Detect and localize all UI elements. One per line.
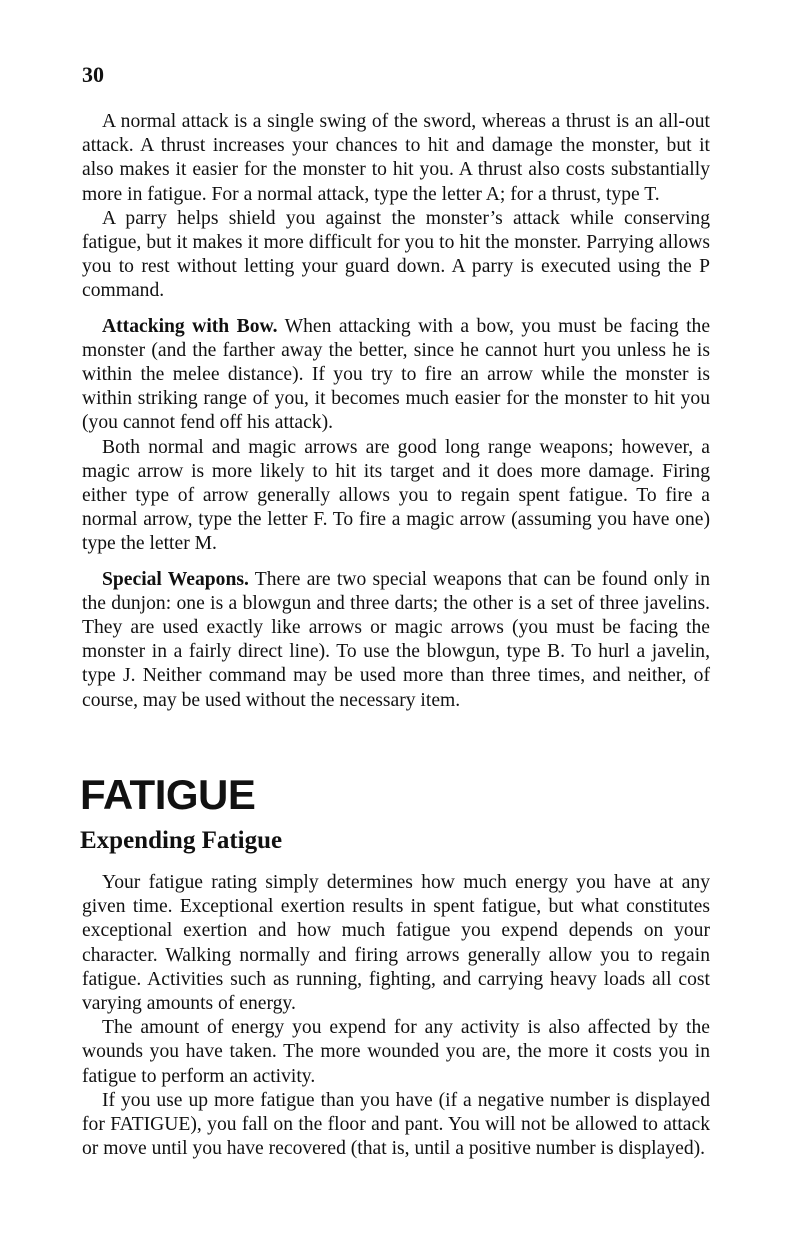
paragraph-wounds: The amount of energy you expend for any activity is also affected by the wounds you have taken. The more wounded you are, the more it costs you in fatigue to perform an activity. — [82, 1017, 710, 1087]
paragraph-attacking-with-bow — [82, 315, 710, 436]
chapter-title: FATIGUE — [80, 771, 256, 818]
section-heading: Expending Fatigue — [80, 827, 283, 854]
paragraph-normal-attack: A normal attack is a single swing of the sword, whereas a thrust is an all-out attack. A thrust increases your chances to hit and damage the monster, but it also makes it easier for the monster to hit you. A thrust also costs substantially more in fatigue. For a normal attack, type the letter A; for a thrust, type T. — [82, 111, 710, 205]
run-in-heading-bow: Attacking with Bow. — [102, 315, 278, 337]
run-in-heading-special: Special Weapons. — [102, 568, 249, 590]
page-number: 30 — [82, 62, 104, 87]
paragraph-special-weapons — [82, 568, 710, 713]
paragraph-fatigue-rating: Your fatigue rating simply determines how much energy you have at any given time. Exceptional exertion results in spent fatigue, but what constitutes exceptional exertion and how much fatigue you expend depends on your character. Walking normally and firing arrows generally allow you to regain fatigue. Activities such as running, fighting, and carrying heavy loads all cost varying amounts of energy. — [82, 872, 710, 1015]
combat-section — [82, 110, 710, 713]
paragraph-negative-fatigue: If you use up more fatigue than you have (if a negative number is displayed for FATIGUE), you fall on the floor and pant. You will not be allowed to attack or move until you have recovered (that is, until a positive number is displayed). — [82, 1089, 710, 1160]
special-text: There are two special weapons that can be found only in the dunjon: one is a blowgun and three darts; the other is a set of three javelins. They are used exactly like arrows or magic arrows (you must be facing the monster in a fairly direct line). To use the blowgun, type B. To hurl a javelin, type J. Neither command may be used more than three times, and neither, of course, may be used without the necessary item. — [82, 568, 710, 711]
paragraph-arrows: Both normal and magic arrows are good long range weapons; however, a magic arrow is more likely to hit its target and it does more damage. Firing either type of arrow generally allows you to regain spent fatigue. To fire a normal arrow, type the letter F. To fire a magic arrow (assuming you have one) type the letter M. — [82, 436, 710, 555]
bow-text: When attacking with a bow, you must be facing the monster (and the farther away the better, since he cannot hurt you unless he is within the melee distance). If you try to fire an arrow while the monster is within striking range of you, it becomes much easier for the monster to hit you (you cannot fend off his attack). — [82, 315, 711, 434]
fatigue-section — [82, 871, 710, 1161]
paragraph-parry: A parry helps shield you against the monster’s attack while conserving fatigue, but it makes it more difficult for you to hit the monster. Parrying allows you to rest without letting your guard down. A parry is executed using the P command. — [82, 207, 710, 302]
